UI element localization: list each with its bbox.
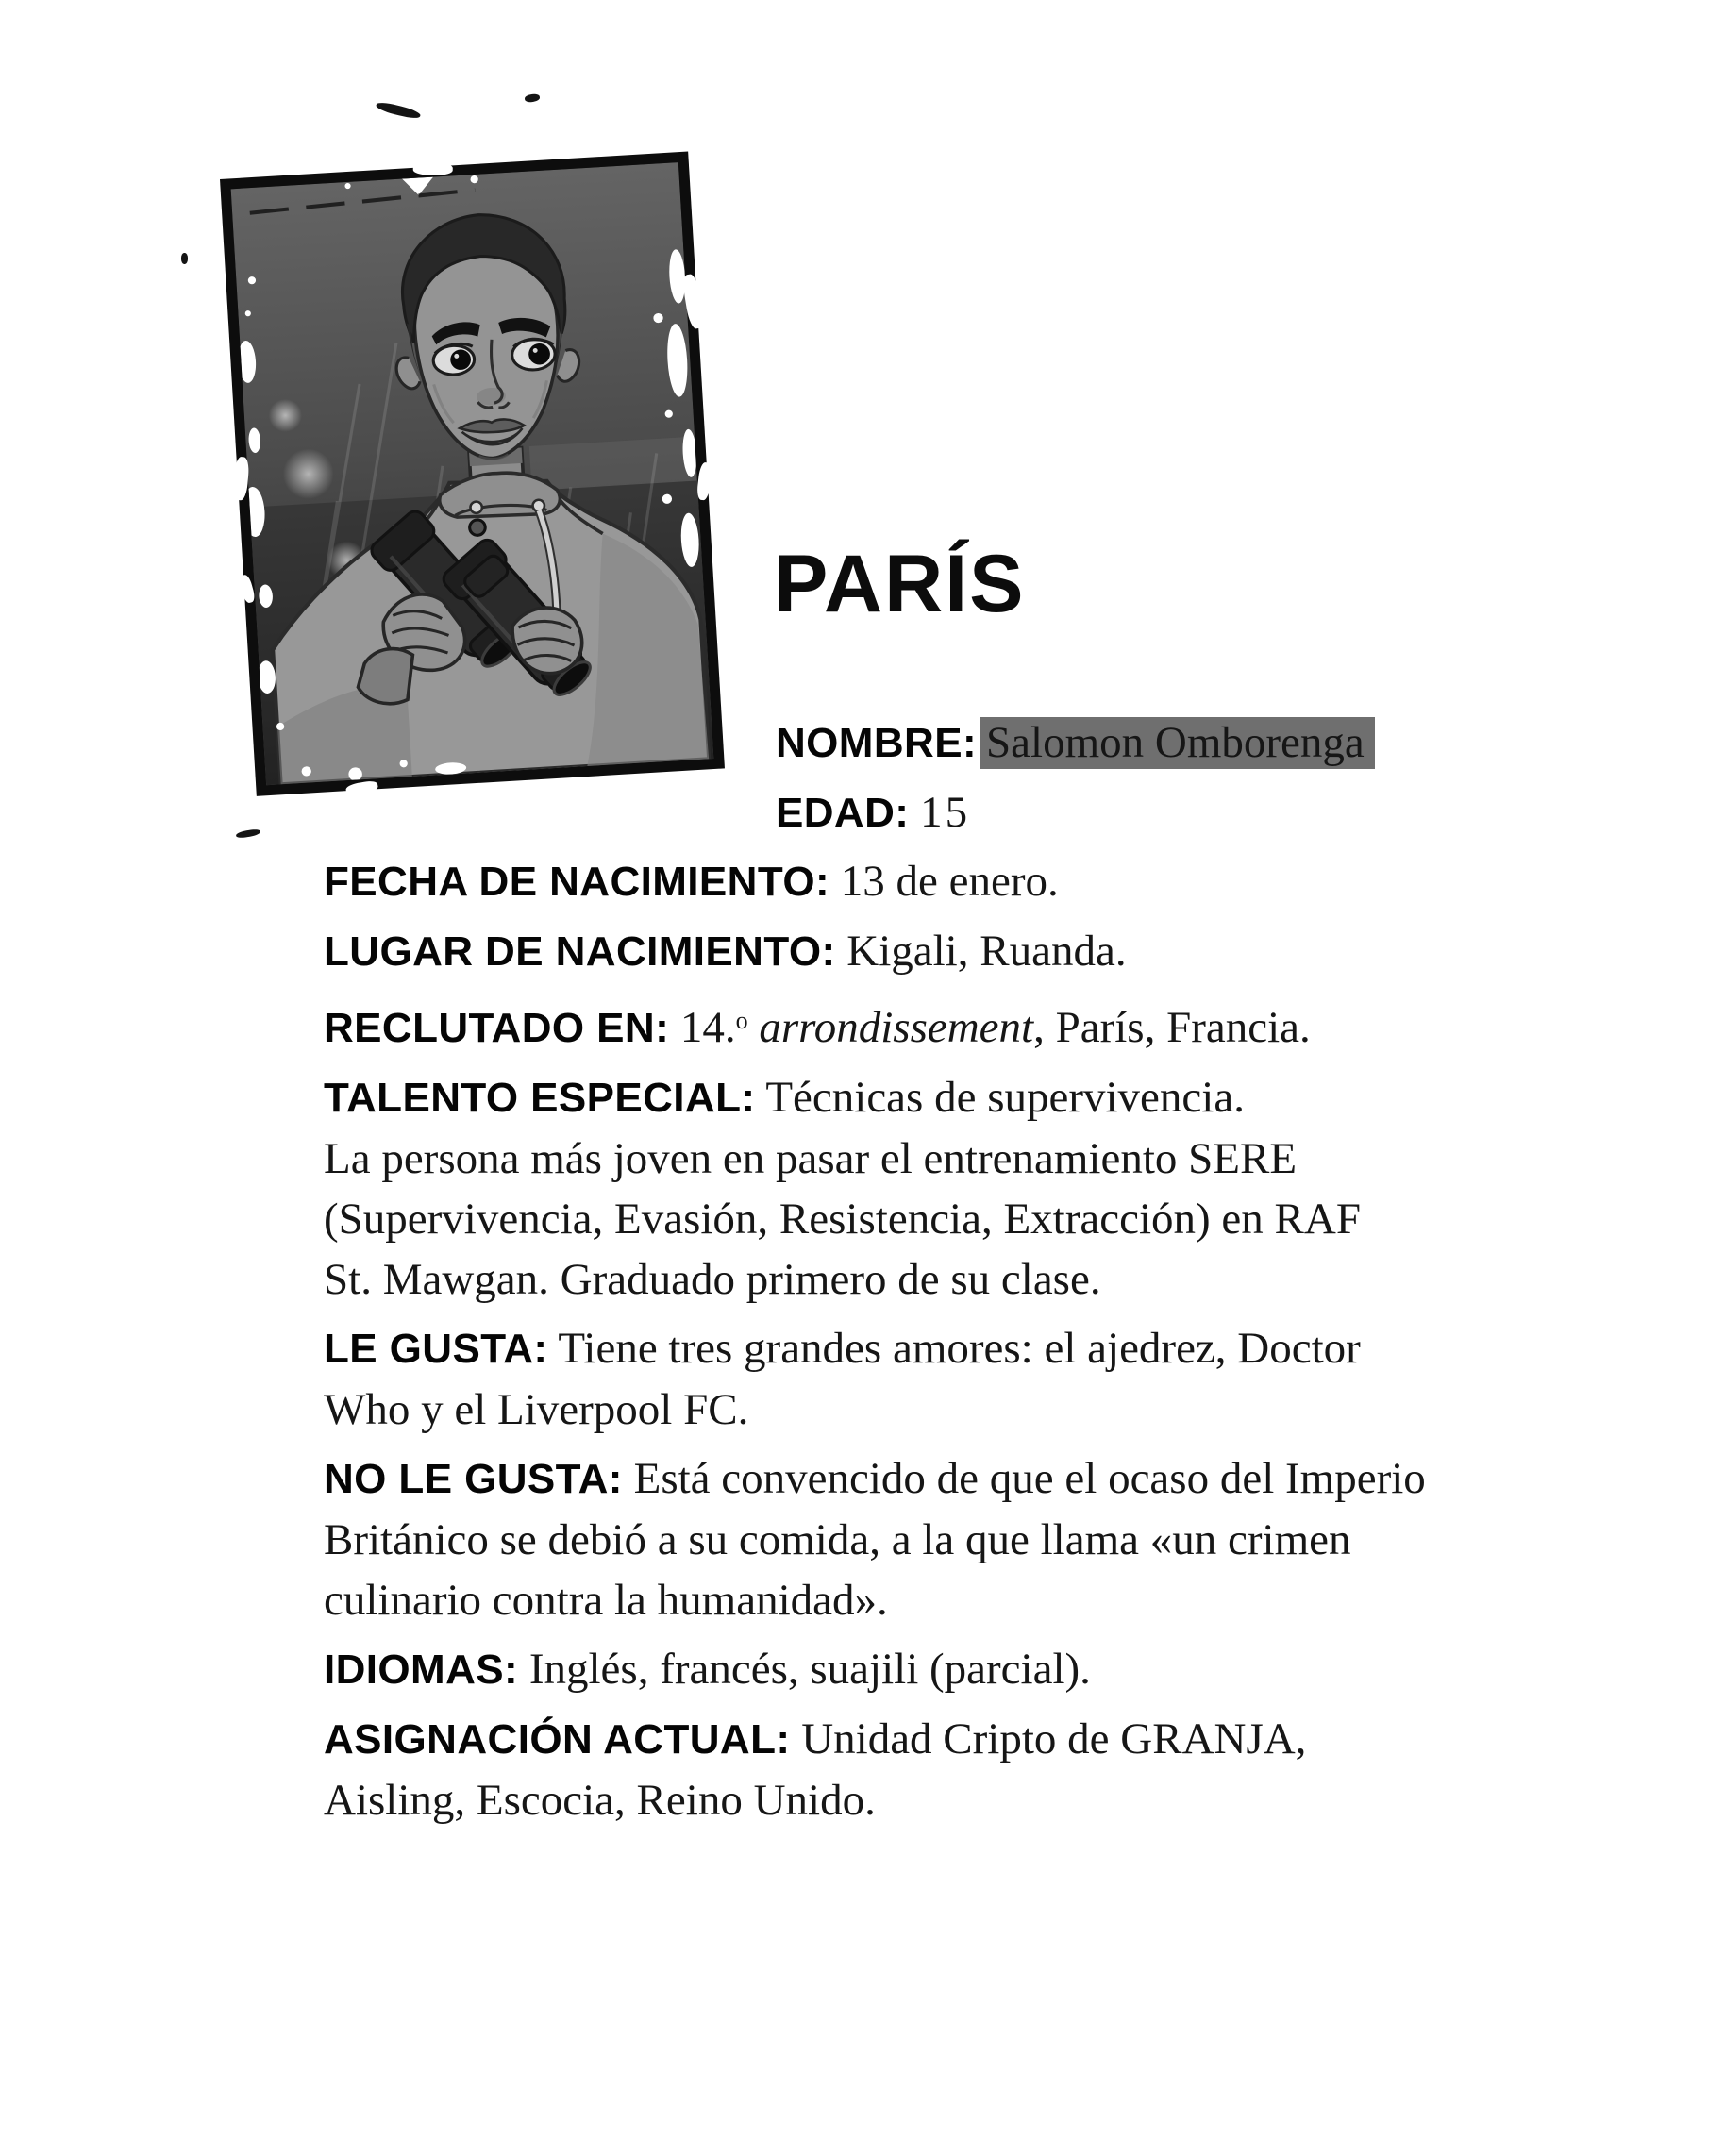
languages-label: IDIOMAS:: [324, 1646, 519, 1693]
field-assignment: [324, 1709, 1426, 1830]
ink-speck: [376, 100, 422, 120]
field-birth-date: [324, 851, 1426, 912]
recruited-number: 14.: [679, 1003, 736, 1052]
age-value: 15: [920, 788, 971, 837]
talent-value: Técnicas de supervivencia.: [765, 1073, 1245, 1122]
field-name: [776, 712, 1375, 774]
talent-label: TALENTO ESPECIAL:: [324, 1075, 756, 1121]
recruited-ordinal: o: [735, 1007, 748, 1034]
birth-date-value: 13 de enero.: [840, 857, 1059, 906]
ink-speck: [236, 828, 261, 839]
dislikes-line: culinario contra la humanidad».: [324, 1576, 888, 1625]
recruited-label: RECLUTADO EN:: [324, 1005, 670, 1051]
character-illustration: [231, 162, 714, 785]
assignment-label: ASIGNACIÓN ACTUAL:: [324, 1716, 791, 1763]
identity-block: [776, 712, 1375, 844]
birth-date-label: FECHA DE NACIMIENTO:: [324, 859, 829, 905]
field-languages: [324, 1639, 1426, 1700]
recruited-rest: , París, Francia.: [1033, 1003, 1311, 1052]
field-dislikes: [324, 1448, 1426, 1630]
field-likes: [324, 1318, 1426, 1440]
frame-grunge: [696, 462, 713, 501]
recruited-place: arrondissement: [759, 1003, 1034, 1052]
age-label: EDAD:: [776, 790, 910, 836]
frame-grunge: [413, 162, 453, 175]
character-photo: [231, 162, 714, 785]
talent-line: St. Mawgan. Graduado primero de su clase.: [324, 1255, 1101, 1304]
birth-place-value: Kigali, Ruanda.: [846, 927, 1127, 976]
assignment-value: Unidad Cripto de GRANJA,: [801, 1714, 1307, 1763]
likes-label: LE GUSTA:: [324, 1326, 548, 1372]
ink-speck: [525, 93, 541, 103]
talent-line: La persona más joven en pasar el entrenamiento SERE: [324, 1134, 1298, 1183]
likes-value: Tiene tres grandes amores: el ajedrez, Doctor: [558, 1324, 1361, 1373]
birth-place-label: LUGAR DE NACIMIENTO:: [324, 928, 836, 975]
assignment-line: Aisling, Escocia, Reino Unido.: [324, 1776, 876, 1825]
languages-value: Inglés, francés, suajili (parcial).: [528, 1645, 1091, 1694]
frame-grunge: [232, 457, 250, 501]
field-recruited: [324, 991, 1426, 1059]
ink-speck: [181, 253, 188, 264]
likes-line: Who y el Liverpool FC.: [324, 1385, 749, 1434]
frame-grunge: [345, 779, 379, 796]
name-label: NOMBRE:: [776, 720, 978, 766]
dislikes-line: Británico se debió a su comida, a la que llama «un crimen: [324, 1515, 1351, 1564]
dislikes-value: Está convencido de que el ocaso del Imperio: [633, 1454, 1426, 1503]
character-photo-frame: [220, 152, 725, 796]
profile-fields: [324, 851, 1426, 1830]
talent-line: (Supervivencia, Evasión, Resistencia, Extracción) en RAF: [324, 1195, 1361, 1244]
field-age: [776, 782, 1375, 844]
page-title: PARÍS: [774, 539, 1026, 629]
name-value-highlighted: Salomon Omborenga: [980, 717, 1375, 769]
field-birth-place: [324, 921, 1426, 982]
field-talent: [324, 1067, 1426, 1310]
dislikes-label: NO LE GUSTA:: [324, 1456, 623, 1502]
